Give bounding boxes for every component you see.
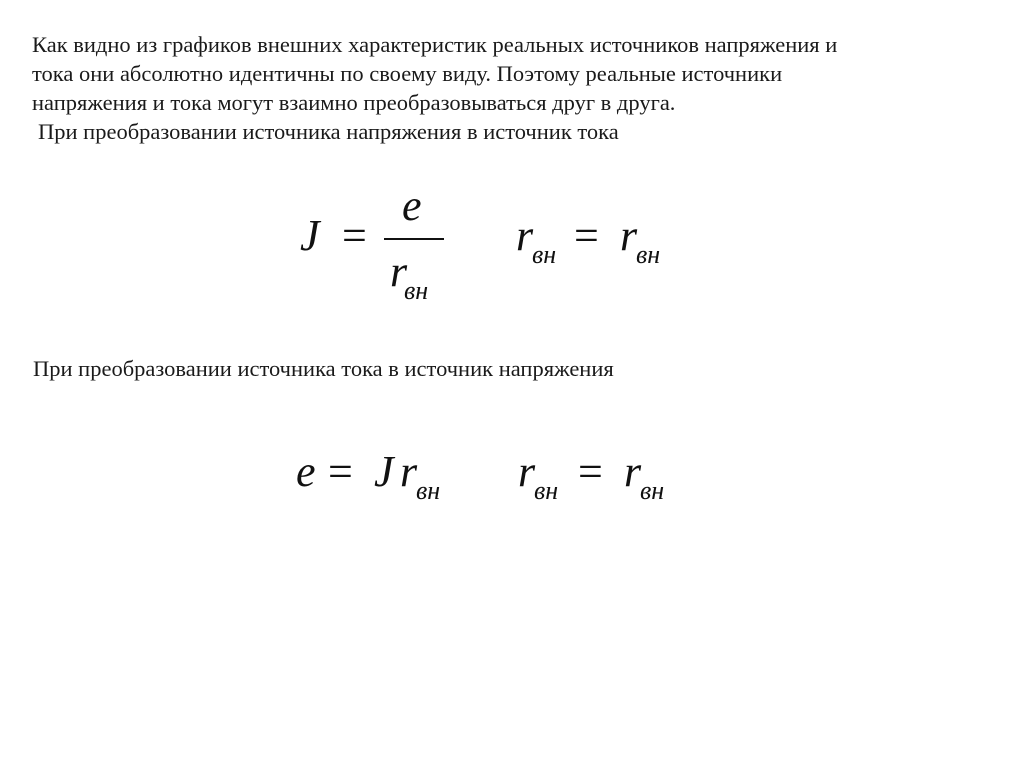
formula1-denominator-sub: вн: [404, 276, 429, 305]
formula1-r-left-sub: вн: [532, 240, 557, 269]
formula1-r-left: r: [516, 211, 534, 260]
caption-current-to-voltage: При преобразовании источника тока в источник напряжения: [33, 356, 614, 381]
intro-line-3: напряжения и тока могут взаимно преобразовываться друг в друга.: [32, 90, 676, 115]
intro-line-2: тока они абсолютно идентичны по своему виду. Поэтому реальные источники: [32, 61, 783, 86]
formula2-J: J: [374, 447, 394, 496]
formula2-r: r: [400, 447, 418, 496]
formula2-r-sub: вн: [416, 476, 441, 505]
formula1-r-right-sub: вн: [636, 240, 661, 269]
formula2-r-left: r: [518, 447, 536, 496]
formula2-r-left-sub: вн: [534, 476, 559, 505]
formula1-r-right: r: [620, 211, 638, 260]
formula1-numerator: e: [402, 181, 422, 230]
formula2-equals: =: [328, 447, 353, 496]
formula1-lhs: J: [300, 211, 320, 260]
intro-line-1: Как видно из графиков внешних характеристик реальных источников напряжения и: [32, 32, 838, 57]
formula1-equals: =: [342, 211, 367, 260]
formula1-denominator: r: [390, 247, 408, 296]
formula2-lhs: e: [296, 447, 316, 496]
formula2-second-equals: =: [578, 447, 603, 496]
formula1-rhs-equals: =: [574, 211, 599, 260]
formula2-r-right-sub: вн: [640, 476, 665, 505]
formula2-r-right: r: [624, 447, 642, 496]
intro-line-4: При преобразовании источника напряжения в источник тока: [38, 119, 619, 144]
